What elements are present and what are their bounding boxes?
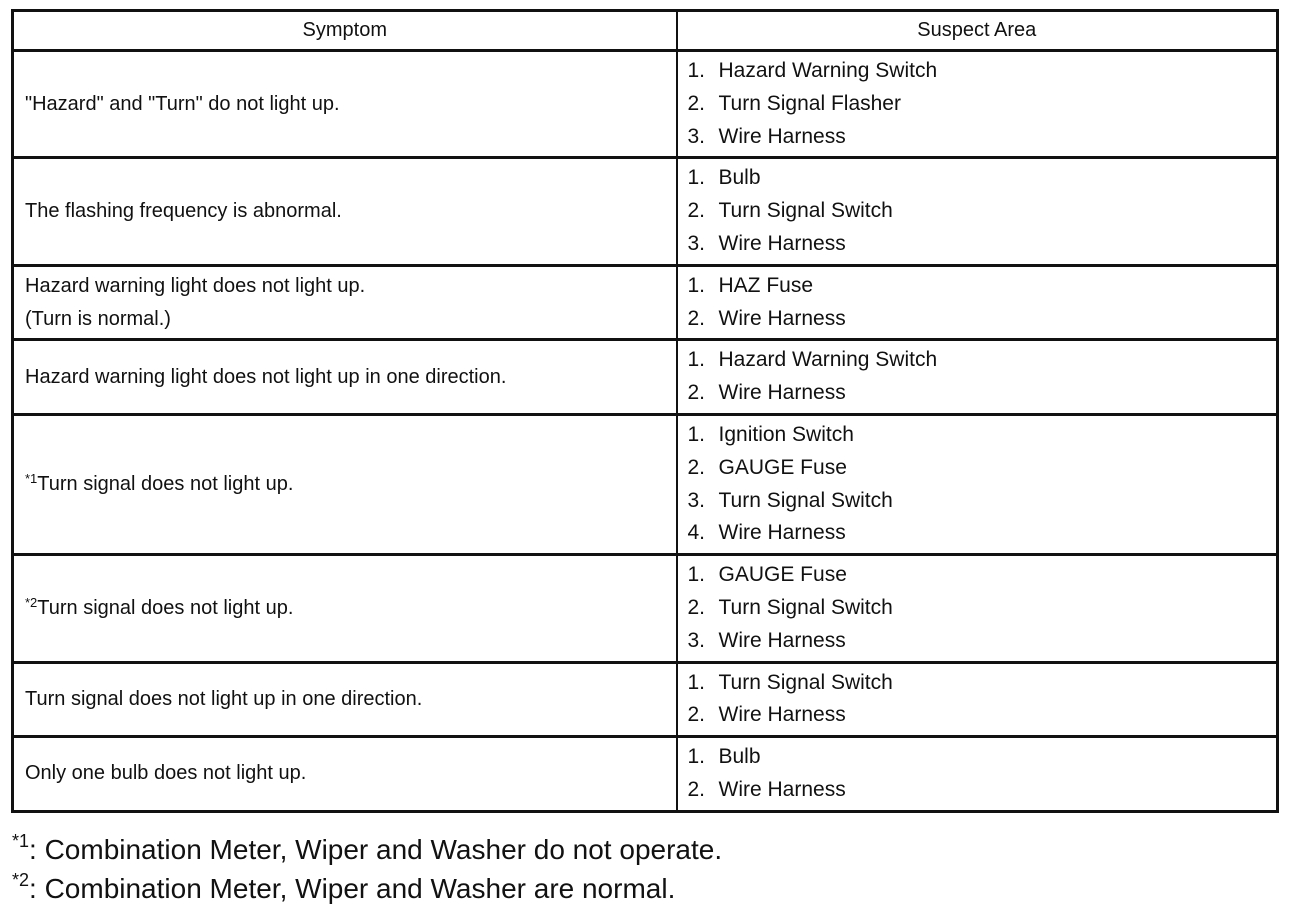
symptom-cell [13, 414, 677, 554]
suspect-area-list [678, 664, 1277, 736]
suspect-area-label: Ignition Switch [718, 422, 854, 446]
symptom-cell [13, 265, 677, 340]
suspect-area-number: 2. [687, 595, 706, 619]
suspect-area-item [688, 667, 1277, 700]
suspect-area-label: Wire Harness [718, 231, 846, 255]
table-row [13, 51, 1278, 158]
symptom-column-header: Symptom [13, 11, 677, 51]
suspect-area-item [688, 228, 1277, 261]
symptom-cell [13, 51, 677, 158]
suspect-area-number: 2. [687, 381, 706, 405]
suspect-area-label: HAZ Fuse [718, 273, 814, 297]
table-body [13, 51, 1278, 812]
suspect-area-number: 2. [687, 777, 706, 801]
footnote-reference: *2 [25, 594, 38, 610]
suspect-area-label: Wire Harness [718, 381, 846, 405]
symptom-cell [13, 737, 677, 812]
suspect-area-number: 2. [687, 455, 706, 479]
suspect-area-item [688, 121, 1277, 154]
footnote-reference: *1 [25, 471, 38, 487]
symptom-text: Only one bulb does not light up. [25, 762, 307, 785]
suspect-area-item [688, 485, 1277, 518]
suspect-area-label: Bulb [718, 745, 761, 769]
suspect-area-list [678, 416, 1277, 553]
suspect-area-label: GAUGE Fuse [718, 455, 847, 479]
suspect-area-number: 1. [687, 166, 706, 190]
suspect-area-cell [677, 340, 1278, 415]
footnote-mark: *1 [12, 831, 30, 851]
suspect-area-item [688, 452, 1277, 485]
suspect-area-list [678, 159, 1277, 263]
suspect-area-label: Wire Harness [718, 521, 846, 545]
suspect-area-cell [677, 662, 1278, 737]
suspect-area-number: 4. [687, 521, 706, 545]
table-row [13, 662, 1278, 737]
suspect-area-number: 1. [687, 670, 706, 694]
footnote-1 [12, 830, 722, 869]
suspect-area-item [688, 419, 1277, 452]
suspect-area-item [688, 625, 1277, 658]
suspect-area-label: Hazard Warning Switch [718, 348, 938, 372]
table-row [13, 414, 1278, 554]
footnotes [12, 830, 722, 908]
suspect-area-label: Wire Harness [718, 124, 846, 148]
suspect-area-item [688, 270, 1277, 303]
suspect-area-cell [677, 555, 1278, 662]
suspect-area-item [688, 162, 1277, 195]
suspect-area-cell [677, 737, 1278, 812]
suspect-area-item [688, 592, 1277, 625]
suspect-area-label: Hazard Warning Switch [718, 59, 938, 82]
table-row [13, 340, 1278, 415]
suspect-area-number: 2. [687, 91, 706, 115]
suspect-area-number: 1. [687, 273, 706, 297]
symptom-text-line2: (Turn is normal.) [25, 307, 171, 330]
suspect-area-number: 2. [687, 199, 706, 223]
suspect-area-list [678, 556, 1277, 660]
symptom-cell [13, 340, 677, 415]
suspect-area-label: Turn Signal Switch [718, 488, 893, 512]
suspect-area-label: Turn Signal Switch [718, 595, 893, 619]
table-row [13, 265, 1278, 340]
suspect-area-item [688, 195, 1277, 228]
symptom-text: The flashing frequency is abnormal. [25, 200, 342, 223]
suspect-area-list [678, 52, 1277, 156]
symptom-cell [13, 662, 677, 737]
suspect-area-cell [677, 51, 1278, 158]
suspect-area-label: Wire Harness [718, 777, 846, 801]
suspect-area-item [688, 517, 1277, 550]
footnote-mark: *2 [12, 870, 30, 890]
symptom-text: Turn signal does not light up. [37, 473, 294, 496]
footnote-2 [12, 869, 722, 908]
table-row [13, 737, 1278, 812]
troubleshooting-table-container [11, 9, 1276, 813]
suspect-area-label: Turn Signal Flasher [718, 91, 901, 115]
table-row [13, 555, 1278, 662]
suspect-area-label: Wire Harness [718, 703, 846, 727]
suspect-area-item [688, 741, 1277, 774]
suspect-area-number: 3. [687, 488, 706, 512]
symptom-cell [13, 158, 677, 265]
suspect-area-list [678, 341, 1277, 413]
suspect-area-cell [677, 158, 1278, 265]
suspect-area-number: 1. [687, 745, 706, 769]
table-row [13, 158, 1278, 265]
suspect-area-list [678, 267, 1277, 339]
suspect-area-number: 2. [687, 306, 706, 330]
suspect-area-number: 1. [687, 59, 706, 82]
suspect-area-item [688, 377, 1277, 410]
suspect-area-number: 1. [687, 422, 706, 446]
suspect-area-column-header: Suspect Area [677, 11, 1278, 51]
suspect-area-label: Wire Harness [718, 628, 846, 652]
suspect-area-number: 3. [687, 231, 706, 255]
footnote-text: : Combination Meter, Wiper and Washer are normal. [29, 873, 676, 904]
suspect-area-item [688, 559, 1277, 592]
suspect-area-number: 3. [687, 124, 706, 148]
suspect-area-number: 2. [687, 703, 706, 727]
symptom-text: "Hazard" and "Turn" do not light up. [25, 92, 340, 115]
suspect-area-label: Turn Signal Switch [718, 670, 893, 694]
suspect-area-item [688, 303, 1277, 336]
suspect-area-number: 1. [687, 563, 706, 587]
symptom-text: Hazard warning light does not light up in one direction. [25, 365, 507, 388]
symptom-text: Turn signal does not light up. [37, 596, 294, 619]
symptom-text: Hazard warning light does not light up. [25, 274, 366, 297]
suspect-area-item [688, 699, 1277, 732]
suspect-area-list [678, 738, 1277, 810]
footnote-text: : Combination Meter, Wiper and Washer do not operate. [29, 834, 723, 865]
suspect-area-item [688, 344, 1277, 377]
suspect-area-label: Bulb [718, 166, 761, 190]
suspect-area-label: Wire Harness [718, 306, 846, 330]
symptom-cell [13, 555, 677, 662]
suspect-area-number: 1. [687, 348, 706, 372]
suspect-area-item [688, 55, 1277, 88]
troubleshooting-table [11, 9, 1279, 813]
symptom-text: Turn signal does not light up in one direction. [25, 687, 423, 710]
suspect-area-label: GAUGE Fuse [718, 563, 847, 587]
suspect-area-number: 3. [687, 628, 706, 652]
header-row [13, 11, 1278, 51]
suspect-area-item [688, 88, 1277, 121]
suspect-area-cell [677, 414, 1278, 554]
suspect-area-item [688, 774, 1277, 807]
suspect-area-label: Turn Signal Switch [718, 199, 893, 223]
suspect-area-cell [677, 265, 1278, 340]
